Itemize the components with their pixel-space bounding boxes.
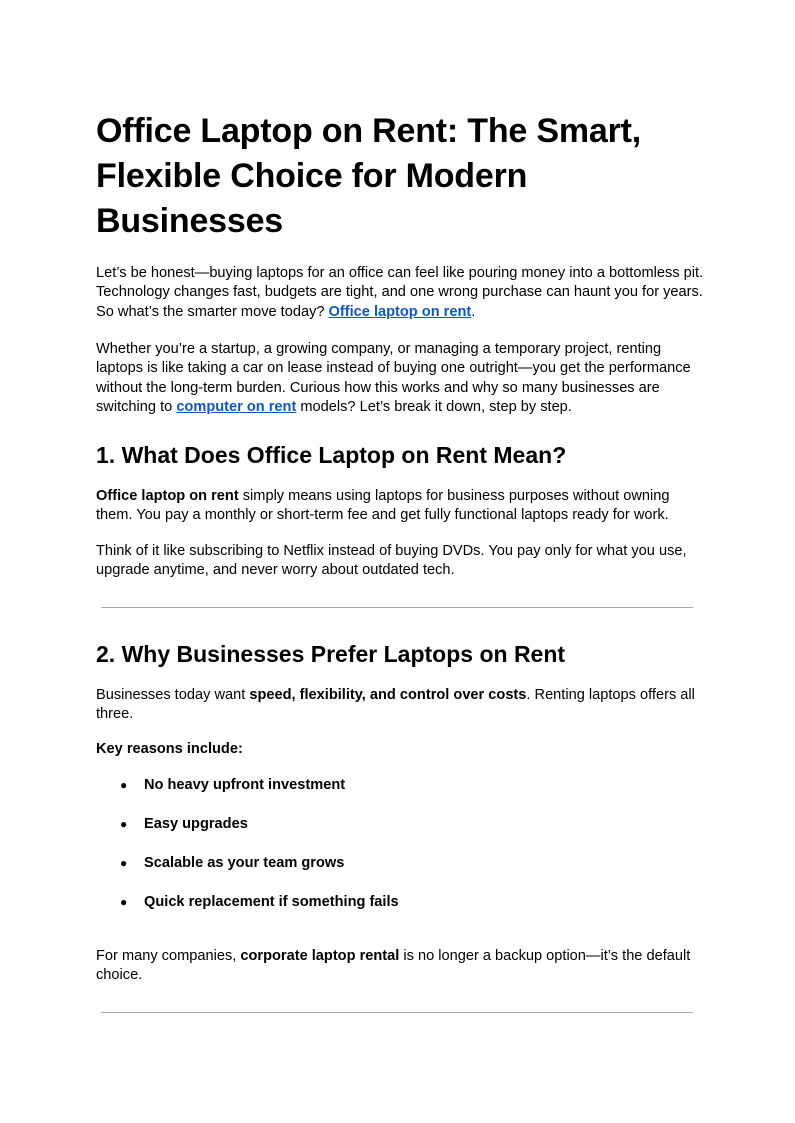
section-2-p1-text: Businesses today want [96,687,250,703]
bullet-icon: ● [120,817,128,831]
list-item-text: Scalable as your team grows [144,855,345,871]
intro-p2-text: Whether you’re a startup, a growing company, or managing a temporary project, renting laptops is like taking a car on lease instead of buying one outright—you get the performance without the long-term burden. Curious how this works and why so many businesses are switching to [96,341,691,415]
bullet-icon: ● [120,778,128,792]
intro-paragraph-2 [96,340,704,417]
computer-on-rent-link[interactable]: computer on rent [176,398,297,415]
section-2-p1-bold: speed, flexibility, and control over costs [249,687,527,703]
section-2-p2-text: For many companies, [96,948,241,964]
section-1-p1-bold: Office laptop on rent [96,488,239,504]
horizontal-divider [101,1012,693,1013]
page-title: Office Laptop on Rent: The Smart, Flexible Choice for Modern Businesses [96,112,641,240]
section-1-heading: 1. What Does Office Laptop on Rent Mean? [96,442,567,468]
intro-p2-end: models? Let’s break it down, step by step. [296,398,572,415]
section-2-p1-end: . Renting laptops offers all three. [96,687,695,723]
section-2-heading: 2. Why Businesses Prefer Laptops on Rent [96,641,566,667]
intro-p1-end: . [471,303,476,320]
section-2-paragraph-2 [96,947,704,986]
section-1-paragraph-2: Think of it like subscribing to Netflix instead of buying DVDs. You pay only for what you use, upgrade anytime, and never worry about outdated tech. [96,543,687,579]
bullet-icon: ● [120,856,128,870]
intro-paragraph-1 [96,264,704,322]
list-item-text: Easy upgrades [144,816,248,832]
key-reasons-label [96,740,704,759]
list-item-text: Quick replacement if something fails [144,894,399,910]
office-laptop-on-rent-link[interactable]: Office laptop on rent [328,303,472,320]
intro-p1-text: Let’s be honest—buying laptops for an office can feel like pouring money into a bottomless pit. Technology changes fast, budgets are tight, and one wrong purchase can haunt you for years. So what’s the smarter move today? [96,265,704,320]
list-item-text: No heavy upfront investment [144,777,346,793]
bullet-icon: ● [120,895,128,909]
section-1-paragraph-1 [96,487,704,526]
section-2-paragraph-1 [96,686,704,725]
section-1-p1-text: simply means using laptops for business purposes without owning them. You pay a monthly or short-term fee and get fully functional laptops ready for work. [96,488,670,524]
key-reasons-label-text: Key reasons include: [96,741,243,757]
section-2-p2-end: is no longer a backup option—it’s the default choice. [96,948,691,984]
horizontal-divider [101,607,693,608]
section-2-p2-bold: corporate laptop rental [240,948,400,964]
